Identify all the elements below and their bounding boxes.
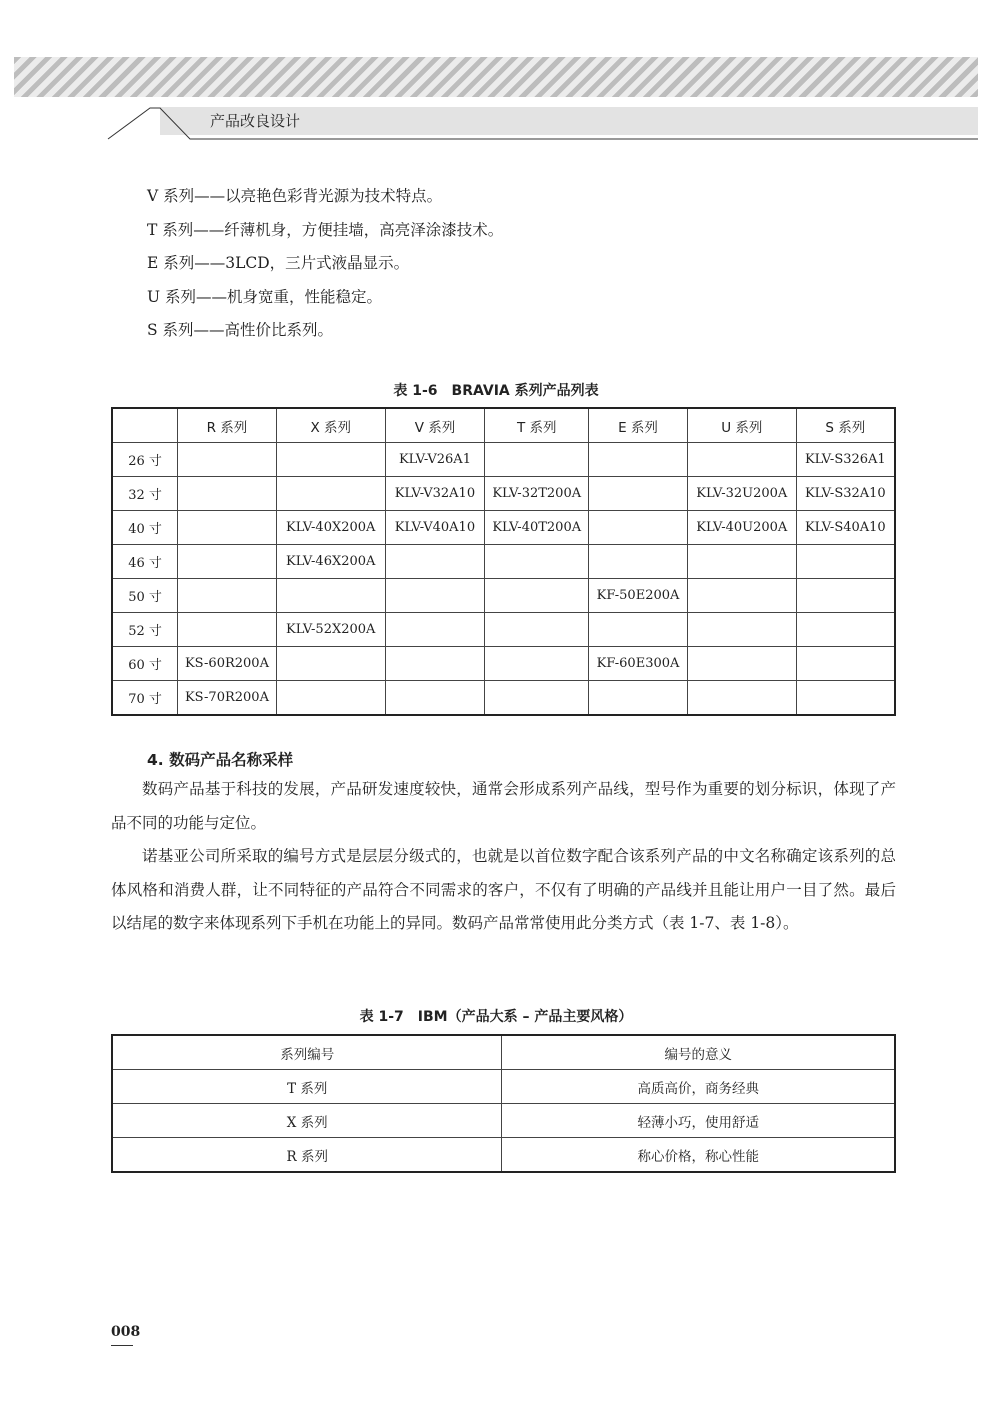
table-cell: KLV-V26A1 [385, 443, 485, 477]
table-cell [276, 443, 385, 477]
table-cell [687, 545, 796, 579]
table-cell [385, 681, 485, 716]
table-cell [178, 443, 277, 477]
series-item-u: U 系列——机身宽重，性能稳定。 [147, 287, 382, 306]
table-cell [589, 477, 688, 511]
table-cell [485, 545, 589, 579]
size-cell: 40 寸 [112, 511, 178, 545]
table-cell [276, 647, 385, 681]
table-cell [485, 647, 589, 681]
table-cell: KS-70R200A [178, 681, 277, 716]
header-cell: 编号的意义 [502, 1035, 895, 1070]
table-cell [178, 579, 277, 613]
table-cell: 轻薄小巧，使用舒适 [502, 1104, 895, 1138]
table-row [112, 1138, 895, 1173]
table-cell: X 系列 [112, 1104, 502, 1138]
body-paragraph-2: 诺基亚公司所采取的编号方式是层层分级式的，也就是以首位数字配合该系列产品的中文名称确定该系列的总体风格和消费人群，让不同特征的产品符合不同需求的客户，不仅有了明确的产品线并且能让用户一目了然。最后以结尾的数字来体现系列下手机在功能上的异同。数码产品常常使用此分类方式（表 1-7、表 1-8）。 [111, 847, 896, 933]
table-row [112, 613, 895, 647]
table-cell: KLV-S32A10 [796, 477, 895, 511]
table-cell: KLV-40T200A [485, 511, 589, 545]
table-cell: KLV-46X200A [276, 545, 385, 579]
table-cell [796, 613, 895, 647]
table-cell: KLV-S326A1 [796, 443, 895, 477]
table-row [112, 443, 895, 477]
bravia-product-table [111, 407, 896, 716]
table-cell [589, 511, 688, 545]
table-cell: KLV-40X200A [276, 511, 385, 545]
size-cell: 52 寸 [112, 613, 178, 647]
table-cell [276, 681, 385, 716]
header-lines [0, 95, 992, 145]
table-cell [385, 545, 485, 579]
table-cell: KF-50E200A [589, 579, 688, 613]
table-cell: KLV-40U200A [687, 511, 796, 545]
table-row [112, 1104, 895, 1138]
header-cell: V 系列 [385, 408, 485, 443]
table-cell [385, 613, 485, 647]
table-row [112, 579, 895, 613]
size-cell: 60 寸 [112, 647, 178, 681]
series-item-s: S 系列——高性价比系列。 [147, 321, 334, 340]
table-row [112, 477, 895, 511]
header-cell: X 系列 [276, 408, 385, 443]
page-number: 008 [111, 1324, 141, 1340]
table-cell [589, 545, 688, 579]
table-cell: R 系列 [112, 1138, 502, 1173]
table-cell: KLV-V40A10 [385, 511, 485, 545]
table-header-row [112, 1035, 895, 1070]
size-cell: 26 寸 [112, 443, 178, 477]
table-cell [589, 681, 688, 716]
table-row [112, 1070, 895, 1104]
table-cell [796, 647, 895, 681]
table-cell [687, 613, 796, 647]
table-cell [589, 613, 688, 647]
table-cell: KS-60R200A [178, 647, 277, 681]
table-cell [276, 579, 385, 613]
ibm-series-table [111, 1034, 896, 1173]
table-1-7-caption: 表 1-7 IBM（产品大系 – 产品主要风格） [359, 1009, 633, 1025]
table-row [112, 545, 895, 579]
table-cell [178, 477, 277, 511]
table-cell: 称心价格，称心性能 [502, 1138, 895, 1173]
header-cell: 系列编号 [112, 1035, 502, 1070]
table-cell [687, 579, 796, 613]
series-item-v: V 系列——以亮艳色彩背光源为技术特点。 [147, 187, 443, 205]
table-row [112, 511, 895, 545]
body-paragraph-1: 数码产品基于科技的发展，产品研发速度较快，通常会形成系列产品线，型号作为重要的划分标识，体现了产品不同的功能与定位。 [111, 780, 896, 832]
size-cell: 50 寸 [112, 579, 178, 613]
table-cell [687, 443, 796, 477]
table-cell: KLV-S40A10 [796, 511, 895, 545]
table-cell: KF-60E300A [589, 647, 688, 681]
header-cell: U 系列 [687, 408, 796, 443]
table-cell [796, 545, 895, 579]
section-heading: 4. 数码产品名称采样 [147, 751, 294, 769]
table-cell [485, 613, 589, 647]
table-cell [485, 443, 589, 477]
table-1-6-caption: 表 1-6 BRAVIA 系列产品列表 [393, 383, 599, 399]
series-item-e: E 系列——3LCD，三片式液晶显示。 [147, 254, 410, 273]
table-cell [485, 579, 589, 613]
table-cell: T 系列 [112, 1070, 502, 1104]
table-cell [385, 647, 485, 681]
header-hatch-band [14, 57, 978, 97]
table-cell [178, 511, 277, 545]
table-cell: KLV-V32A10 [385, 477, 485, 511]
table-cell [385, 579, 485, 613]
header-cell: T 系列 [485, 408, 589, 443]
table-cell: 高质高价，商务经典 [502, 1070, 895, 1104]
table-cell [687, 681, 796, 716]
series-description-list [147, 180, 503, 348]
header-cell: E 系列 [589, 408, 688, 443]
table-cell [796, 579, 895, 613]
table-cell [485, 681, 589, 716]
size-cell: 46 寸 [112, 545, 178, 579]
table-cell [796, 681, 895, 716]
size-cell: 32 寸 [112, 477, 178, 511]
table-cell [178, 545, 277, 579]
header-cell: R 系列 [178, 408, 277, 443]
table-cell: KLV-32T200A [485, 477, 589, 511]
header-cell: S 系列 [796, 408, 895, 443]
table-cell: KLV-32U200A [687, 477, 796, 511]
table-cell [276, 477, 385, 511]
table-cell: KLV-52X200A [276, 613, 385, 647]
table-cell [178, 613, 277, 647]
table-row [112, 647, 895, 681]
table-cell [589, 443, 688, 477]
running-header-title: 产品改良设计 [210, 112, 301, 130]
size-cell: 70 寸 [112, 681, 178, 716]
header-cell [112, 408, 178, 443]
series-item-t: T 系列——纤薄机身，方便挂墙，高亮泽涂漆技术。 [147, 220, 504, 239]
table-row [112, 681, 895, 716]
table-cell [687, 647, 796, 681]
table-header-row [112, 408, 895, 443]
page-number-rule [111, 1345, 133, 1346]
